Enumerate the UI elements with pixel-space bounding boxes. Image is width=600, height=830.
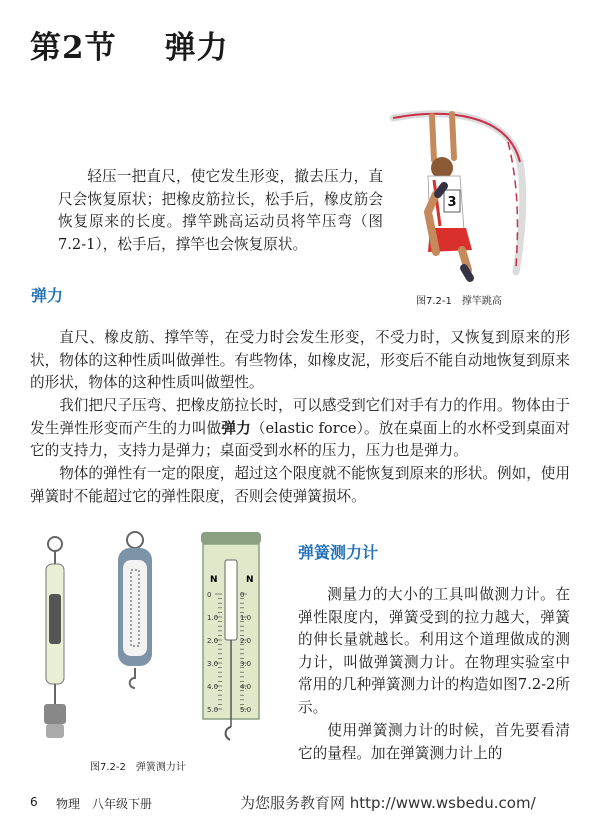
pole-vault-illustration	[388, 102, 538, 287]
scale-label-right: 5.0	[240, 706, 252, 714]
scale-label-right: 2.0	[240, 637, 252, 645]
scale-label-right: 4.0	[240, 683, 252, 691]
paragraph-spring-scale: 测量力的大小的工具叫做测力计。在弹性限度内，弹簧受到的拉力越大，弹簧的伸长量就越长。利用这个道理做成的测力计，叫做弹簧测力计。在物理实验室中常用的几种弹簧测力计的构造如图7.2-2所示。	[298, 586, 570, 716]
section-number: 第2节	[30, 30, 117, 66]
plate-spring-scale	[201, 532, 261, 740]
paragraph-elasticity: 直尺、橡皮筋、撑竿等，在受力时会发生形变，不受力时，又恢复到原来的形状，物体的这种性质叫做弹性。有些物体，如橡皮泥，形变后不能自动地恢复到原来的形状，物体的这种性质叫做塑性。	[30, 329, 570, 391]
spring-scales-illustration	[30, 522, 280, 752]
section-title: 弹力	[164, 30, 229, 66]
book-name: 物理 八年级下册	[56, 797, 153, 811]
scale-label-left: 4.0	[207, 683, 219, 691]
figure-7-2-1-caption: 图7.2-1 撑竿跳高	[416, 296, 502, 307]
heading-spring-scale: 弹簧测力计	[298, 543, 379, 562]
bib-number: 3	[447, 195, 457, 210]
paragraph-elastic-limit: 物体的弹性有一定的限度，超过这个限度就不能恢复到原来的形状。例如，使用弹簧时不能超过它的弹性限度，否则会使弹簧损坏。	[30, 465, 570, 505]
scale-label-right: 3.0	[240, 660, 252, 668]
watermark: 为您服务教育网 http://www.wsbedu.com/	[240, 794, 536, 812]
paragraph-elastic-force-a: 我们把尺子压弯、把橡皮筋拉长时，可以感受到它们对手有力的作用。物体由于发生弹性形变而产生的力叫做	[30, 397, 570, 437]
unit-right: N	[246, 575, 254, 585]
unit-left: N	[210, 575, 218, 585]
scale-label-left: 1.0	[207, 614, 219, 622]
paragraph-elastic-force	[30, 395, 570, 463]
scale-label-left: 0	[207, 591, 212, 599]
scale-label-left: 2.0	[207, 637, 219, 645]
intro-paragraph: 轻压一把直尺，使它发生形变，撤去压力，直尺会恢复原状；把橡皮筋拉长，松手后，橡皮筋会恢复原来的长度。撑竿跳高运动员将竿压弯（图7.2-1），松手后，撑竿也会恢复原状。	[58, 168, 383, 253]
scale-label-left: 5.0	[207, 706, 219, 714]
page-title	[30, 22, 229, 67]
scale-label-right: 1.0	[240, 614, 252, 622]
page-number: 6	[30, 795, 38, 809]
tubular-spring-scale	[44, 537, 66, 738]
scale-label-right: 0	[240, 591, 245, 599]
scale-label-left: 3.0	[207, 660, 219, 668]
figure-7-2-2-caption: 图7.2-2 弹簧测力计	[90, 762, 186, 773]
heading-elastic-force: 弹力	[31, 286, 64, 305]
term-elastic-force: 弹力	[221, 419, 251, 437]
paragraph-range: 使用弹簧测力计的时候，首先要看清它的量程。加在弹簧测力计上的	[298, 722, 570, 762]
paragraph-elastic-force-b: （elastic force）。放在桌面上的水杯受到桌面对它的支持力，支持力是弹力；桌面受到水杯的压力，压力也是弹力。	[30, 419, 570, 459]
ring-spring-scale	[118, 532, 152, 688]
